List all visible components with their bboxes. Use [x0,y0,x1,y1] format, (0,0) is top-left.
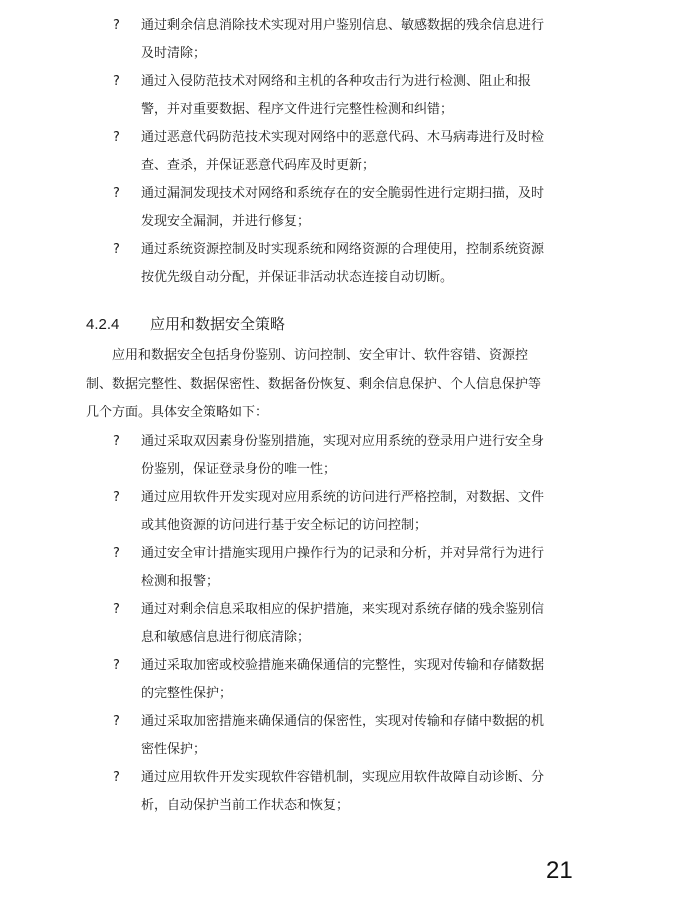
section-heading [86,312,285,337]
bullet-marker: ? [113,770,120,785]
section-number: 4.2.4 [86,316,120,333]
bullet-item [112,596,552,652]
bullet-text: 通过应用软件开发实现对应用系统的访问进行严格控制，对数据、文件或其他资源的访问进行基于安全标记的访问控制； [141,490,545,533]
bullet-item [112,708,552,764]
bullet-text: 通过漏洞发现技术对网络和系统存在的安全脆弱性进行定期扫描，及时发现安全漏洞，并进行修复； [141,186,545,229]
bullet-marker: ? [113,434,120,449]
bullet-text: 通过入侵防范技术对网络和主机的各种攻击行为进行检测、阻止和报警，并对重要数据、程序文件进行完整性检测和纠错； [141,74,532,117]
bullet-item [112,68,552,124]
bullet-item [112,764,552,820]
intro-paragraph: 应用和数据安全包括身份鉴别、访问控制、安全审计、软件容错、资源控制、数据完整性、数据保密性、数据备份恢复、剩余信息保护、个人信息保护等几个方面。具体安全策略如下： [86,348,542,420]
page-number: 21 [546,857,573,884]
bullet-text: 通过系统资源控制及时实现系统和网络资源的合理使用，控制系统资源按优先级自动分配，并保证非活动状态连接自动切断。 [141,242,545,285]
bullet-item [112,540,552,596]
bullet-item [112,484,552,540]
bullet-list-top [112,12,552,292]
bullet-marker: ? [113,74,120,89]
bullet-marker: ? [113,602,120,617]
bullet-marker: ? [113,546,120,561]
bullet-marker: ? [113,18,120,33]
bullet-marker: ? [113,242,120,257]
bullet-text: 通过安全审计措施实现用户操作行为的记录和分析，并对异常行为进行检测和报警； [141,546,545,589]
bullet-marker: ? [113,186,120,201]
bullet-item [112,428,552,484]
bullet-item [112,180,552,236]
bullet-item [112,652,552,708]
bullet-item [112,236,552,292]
bullet-text: 通过采取加密或校验措施来确保通信的完整性，实现对传输和存储数据的完整性保护； [141,658,545,701]
bullet-text: 通过采取加密措施来确保通信的保密性，实现对传输和存储中数据的机密性保护； [141,714,545,757]
bullet-text: 通过采取双因素身份鉴别措施，实现对应用系统的登录用户进行安全身份鉴别，保证登录身份的唯一性； [141,434,545,477]
bullet-marker: ? [113,130,120,145]
bullet-text: 通过对剩余信息采取相应的保护措施，来实现对系统存储的残余鉴别信息和敏感信息进行彻底清除； [141,602,545,645]
bullet-marker: ? [113,658,120,673]
bullet-marker: ? [113,490,120,505]
bullet-item [112,12,552,68]
bullet-text: 通过应用软件开发实现软件容错机制，实现应用软件故障自动诊断、分析，自动保护当前工作状态和恢复； [141,770,545,813]
bullet-marker: ? [113,714,120,729]
bullet-list-section [112,428,552,820]
bullet-text: 通过恶意代码防范技术实现对网络中的恶意代码、木马病毒进行及时检查、查杀，并保证恶意代码库及时更新； [141,130,545,173]
bullet-item [112,124,552,180]
bullet-text: 通过剩余信息消除技术实现对用户鉴别信息、敏感数据的残余信息进行及时清除； [141,18,545,61]
section-title: 应用和数据安全策略 [150,315,286,333]
